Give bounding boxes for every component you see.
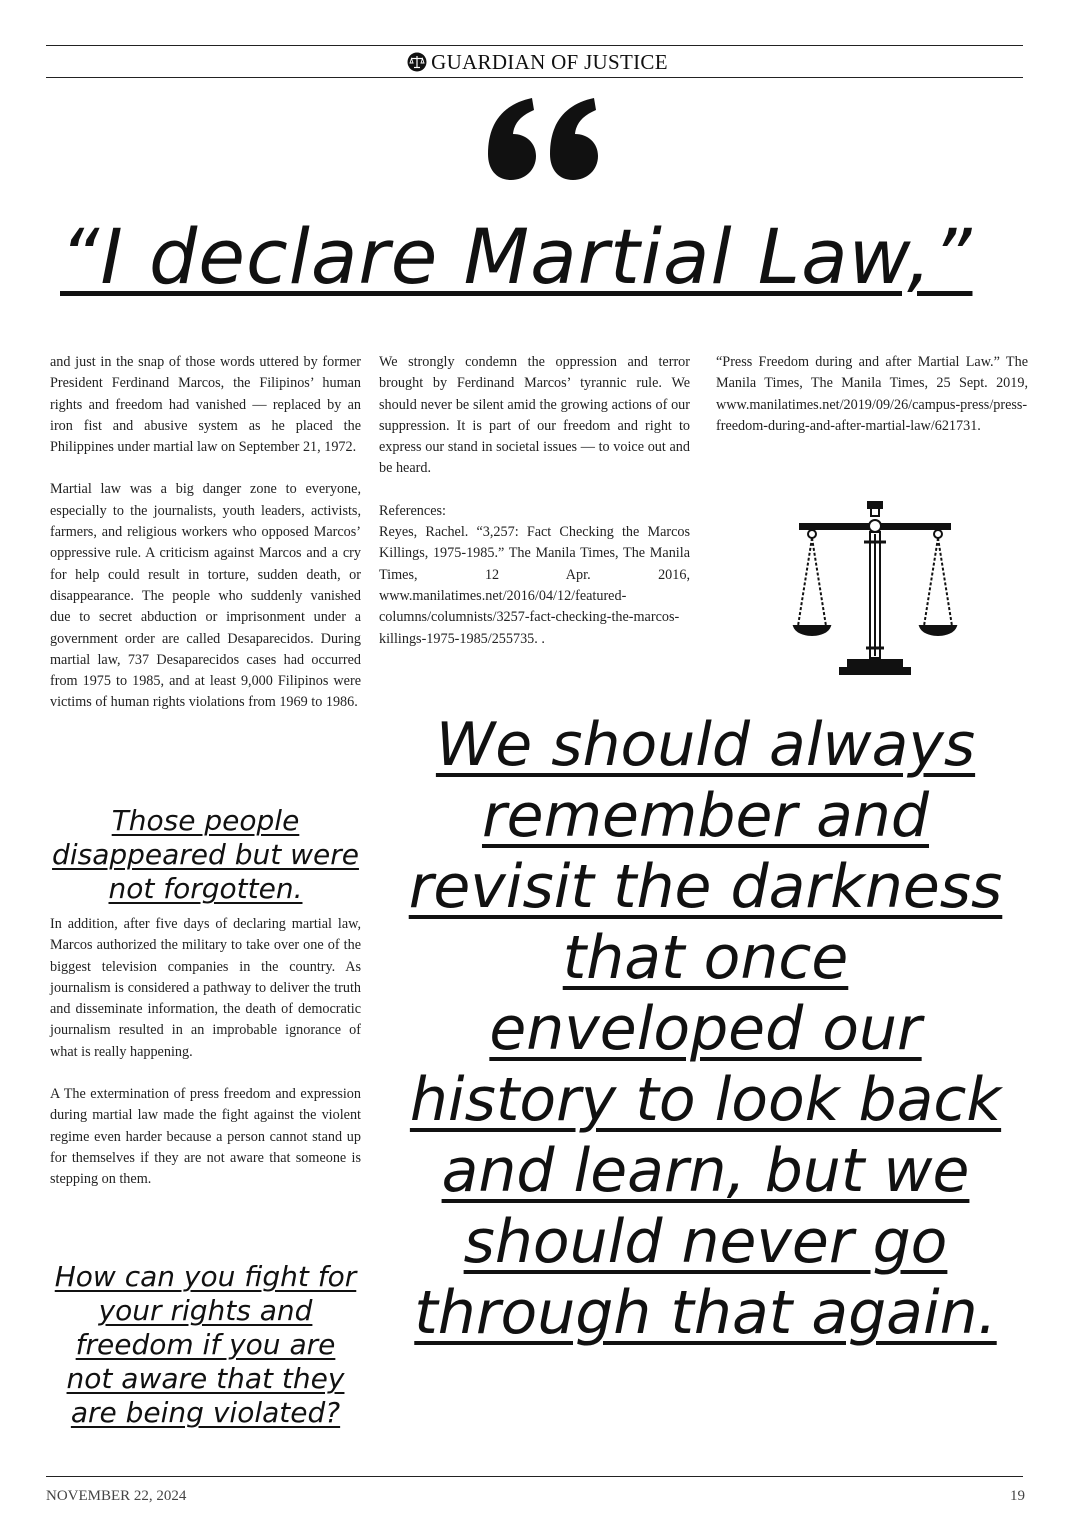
reference-entry: “Press Freedom during and after Martial Law.” The Manila Times, The Manila Times, 25 Sept. 2019, www.manilatimes.net/2019/09/26/campus-press/press-freedom-during-and-after-martial-law/621731. [716,354,1028,434]
footer-rule [46,1476,1023,1477]
masthead-rule [46,77,1023,78]
paragraph: and just in the snap of those words uttered by former President Ferdinand Marcos, the Filipinos’ human rights and freedom had vanished — replaced by an iron fist and abusive system as he placed the Philippines under martial law on September 21, 1972. [50,354,361,456]
opening-quote-mark-icon [480,92,610,192]
column-1 [50,352,361,735]
paragraph: Martial law was a big danger zone to everyone, especially to the journalists, youth leaders, activists, farmers, and religious workers who opposed Marcos’ oppressive rule. A criticism against Marcos and a cry for help could result in torture, sudden death, or disappearance. The people who suddenly vanished due to secret abduction or imprisonment under a government order are called Desaparecidos. During martial law, 737 Desaparecidos cases had occurred from 1975 to 1985, and at least 9,000 Filipinos were victims of human rights violations from 1969 to 1986. [50,481,361,711]
pull-quote: Those people disappeared but were not forgotten. [52,804,359,905]
column-2 [379,352,690,650]
paragraph: In addition, after five days of declaring martial law, Marcos authorized the military to take over one of the biggest television companies in the country. As journalism is considered a pathway to deliver the truth and disseminate information, the death of democratic journalism resulted in an improbable ignorance of what is really happening. [50,916,361,1060]
column-3 [716,352,1028,437]
page-number: 19 [1010,1488,1025,1504]
column-1-continued [50,914,361,1212]
featured-pull-quote: We should always remember and revisit the darkness that once enveloped our history to look back and learn, but we should never go through that again. [408,710,1003,1348]
pull-quote: How can you fight for your rights and freedom if you are not aware that they are being violated? [54,1260,357,1429]
scales-of-justice-icon [790,498,960,680]
masthead-title: GUARDIAN OF JUSTICE [431,50,668,74]
masthead [0,50,1075,78]
scales-of-justice-icon [407,52,427,78]
top-rule [46,45,1023,46]
references-label: References: [379,502,446,519]
paragraph: A The extermination of press freedom and expression during martial law made the fight against the violent regime even harder because a person cannot stand up for themselves if they are not aware that someone is stepping on them. [50,1086,361,1188]
headline: “I declare Martial Law,” [60,212,973,301]
issue-date: NOVEMBER 22, 2024 [46,1488,187,1504]
reference-entry: Reyes, Rachel. “3,257: Fact Checking the Marcos Killings, 1975-1985.” The Manila Times, The Manila Times, 12 Apr. 2016, www.manilatimes.net/2016/04/12/featured-columns/columnists/3257-fact-checking-the-marcos-killings-1975-1985/255735. . [379,524,690,647]
paragraph: We strongly condemn the oppression and terror brought by Ferdinand Marcos’ tyrannic rule. We should never be silent amid the growing actions of our suppression. It is part of our freedom and right to express our stand in societal issues — to voice out and be heard. [379,354,690,477]
